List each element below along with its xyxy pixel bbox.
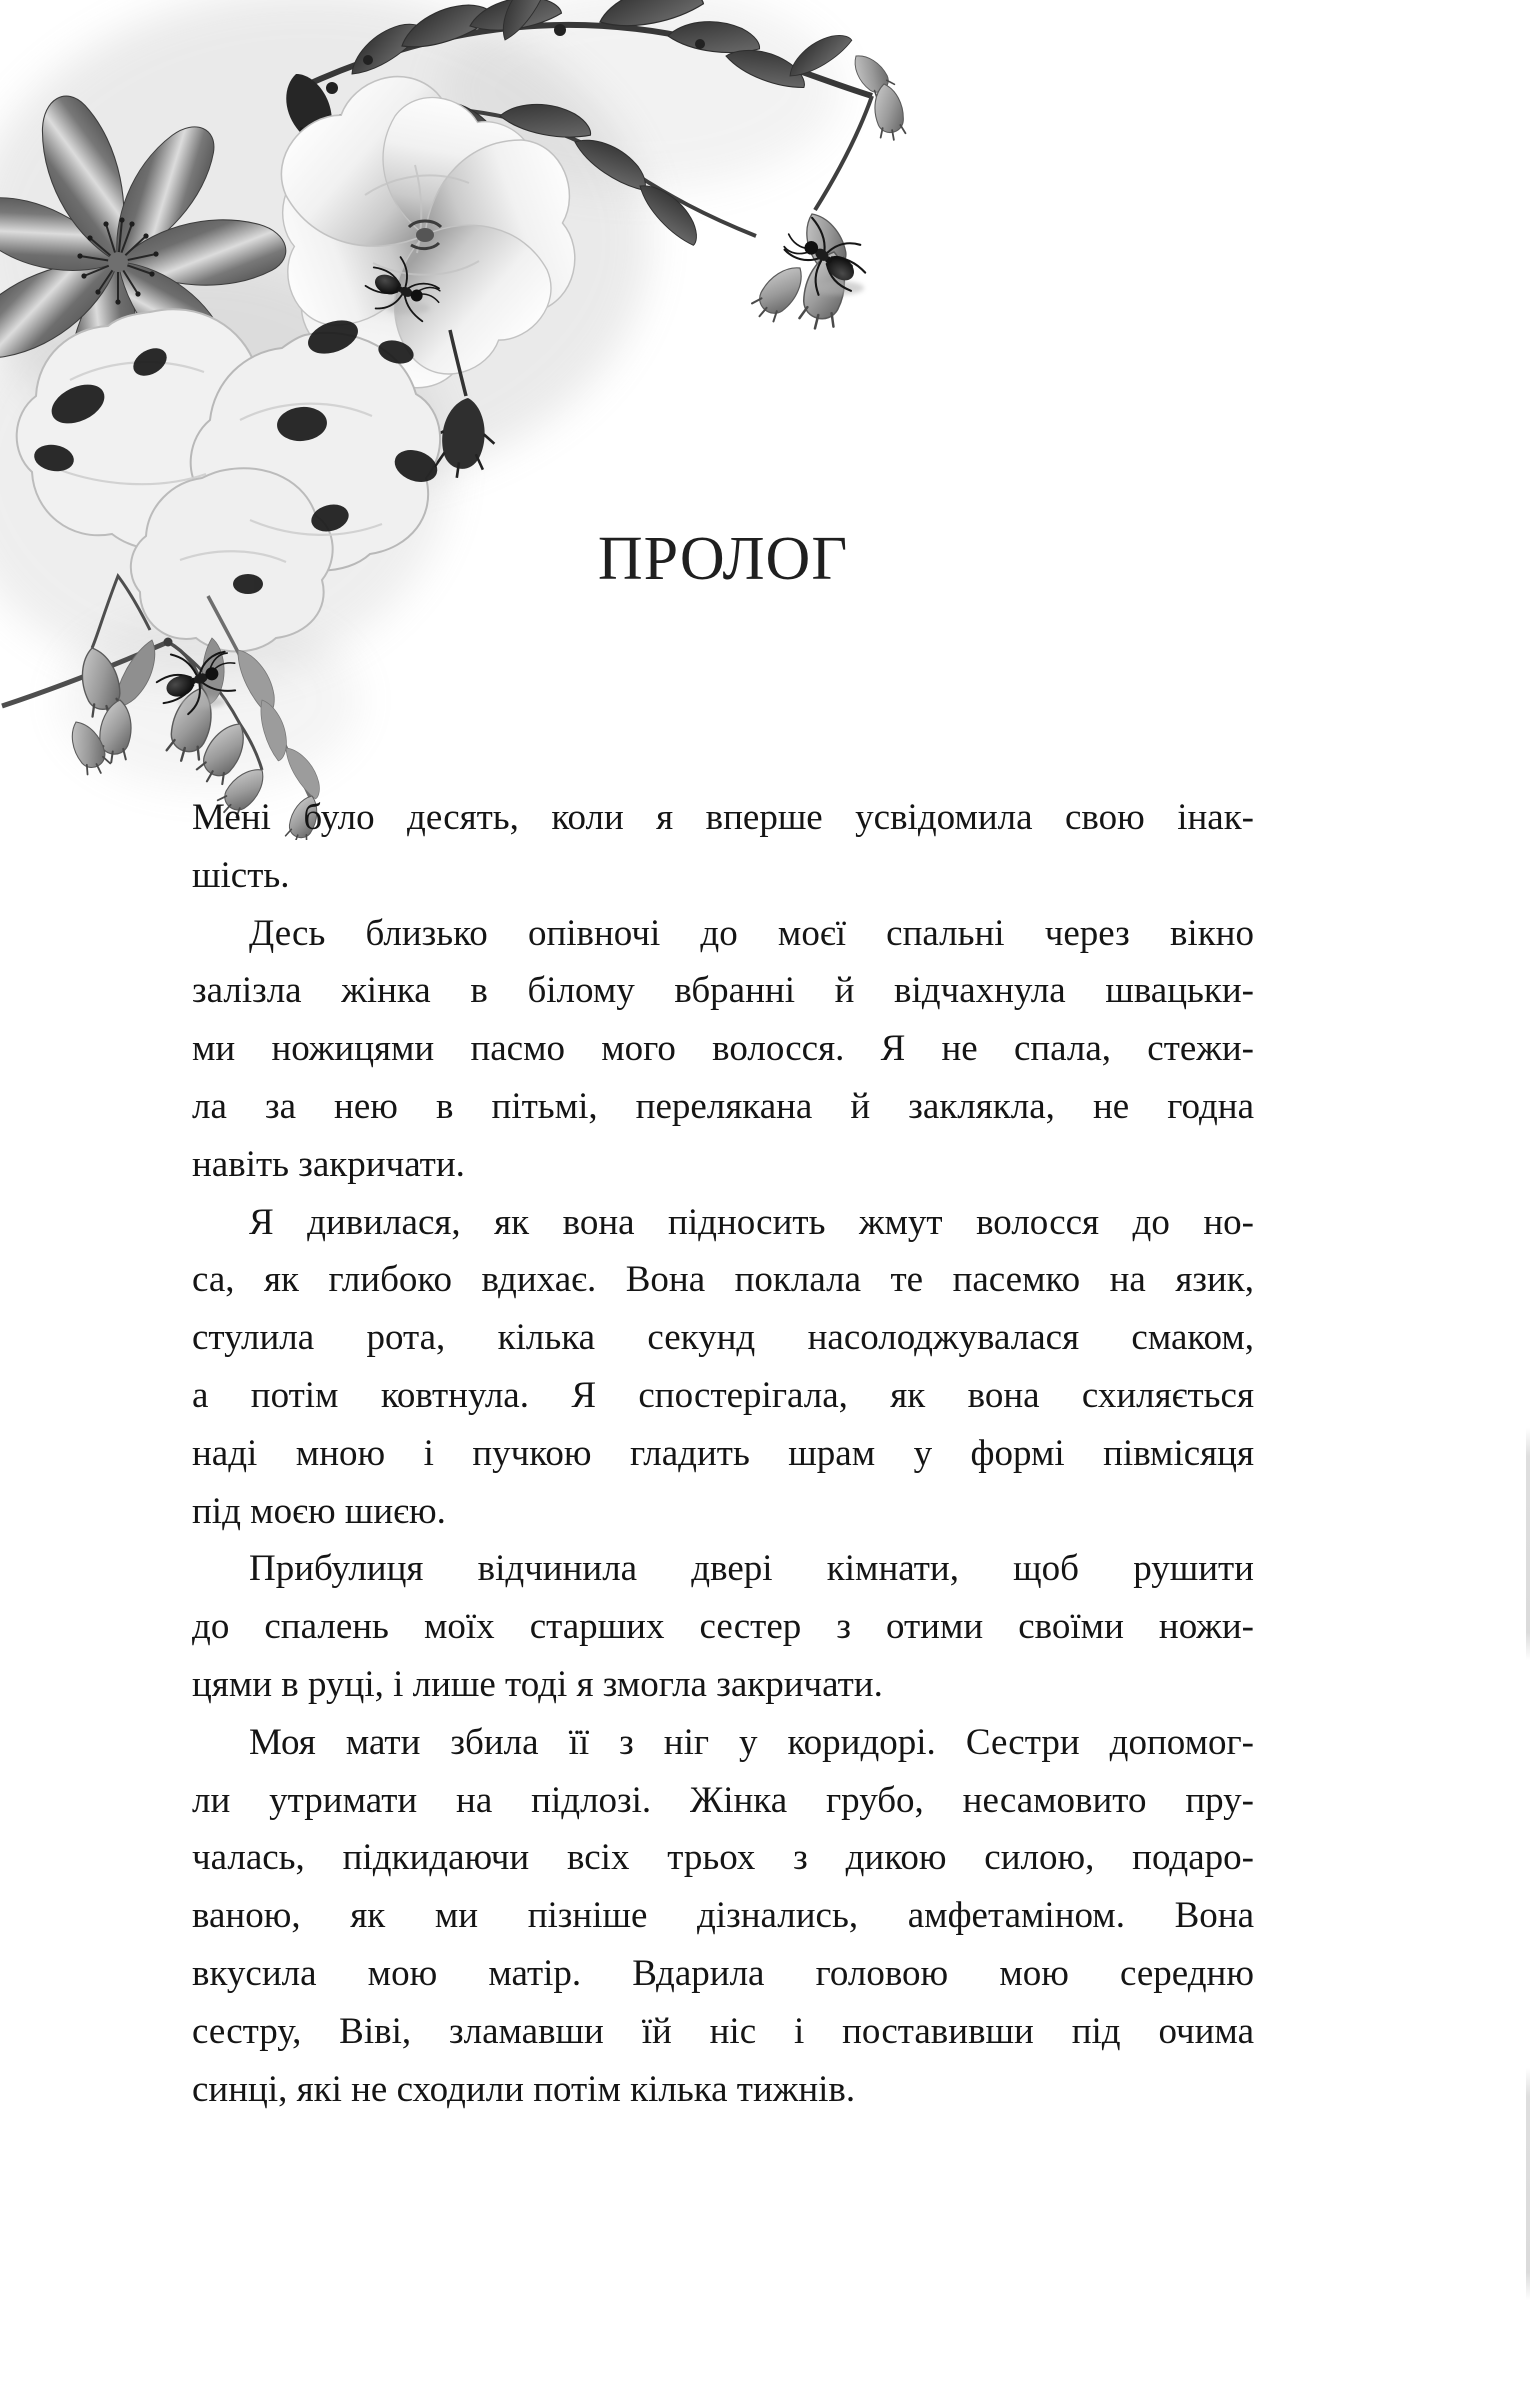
floral-illustration (0, 0, 920, 840)
page-edge-mark (1526, 1428, 1530, 1660)
text-line: ваною, як ми пізніше дізнались, амфетаміном. Вона (192, 1895, 1254, 1937)
text-line: стулила рота, кілька секунд насолоджувалася смаком, (192, 1317, 1254, 1359)
text-line: Мені було десять, коли я вперше усвідомила свою інак- (192, 797, 1254, 838)
paragraph (192, 1194, 1254, 1541)
text-line: вкусила мою матір. Вдарила головою мою середню (192, 1952, 1254, 1994)
paragraph (192, 905, 1254, 1194)
paragraph (192, 789, 1254, 905)
text-line: Прибулиця відчинила двері кімнати, щоб рушити (249, 1548, 1254, 1590)
text-line: Моя мати збила її з ніг у коридорі. Сестри допомог- (249, 1721, 1254, 1763)
body-text (192, 789, 1254, 2118)
text-line: шість. (192, 854, 290, 896)
text-line: Я дивилася, як вона підносить жмут волосся до но- (249, 1201, 1254, 1243)
text-line: чалась, підкидаючи всіх трьох з дикою силою, подаро- (192, 1837, 1254, 1879)
paragraph (192, 1540, 1254, 1713)
text-line: сестру, Віві, зламавши їй ніс і поставивши під очима (192, 2010, 1254, 2052)
text-line: цями в руці, і лише тоді я змогла закричати. (192, 1663, 883, 1705)
text-line: під моєю шиєю. (192, 1490, 446, 1532)
chapter-title: ПРОЛОГ (597, 525, 849, 593)
paragraph (192, 1714, 1254, 2119)
text-line: Десь близько опівночі до моєї спальні через вікно (249, 912, 1254, 954)
text-line: синці, які не сходили потім кілька тижнів. (192, 2068, 856, 2110)
page-edge-mark (1526, 2068, 1530, 2300)
text-line: ли утримати на підлозі. Жінка грубо, несамовито пру- (192, 1779, 1254, 1821)
text-line: навіть закричати. (192, 1143, 465, 1185)
text-line: до спалень моїх старших сестер з отими своїми ножи- (192, 1606, 1254, 1648)
text-line: ла за нею в пітьмі, перелякана й заклякла, не годна (192, 1085, 1254, 1127)
text-line: залізла жінка в білому вбранні й відчахнула швацьки- (192, 970, 1254, 1012)
text-line: са, як глибоко вдихає. Вона поклала те пасемко на язик, (192, 1259, 1254, 1301)
text-line: ми ножицями пасмо мого волосся. Я не спала, стежи- (192, 1028, 1254, 1070)
text-line: наді мною і пучкою гладить шрам у формі півмісяця (192, 1432, 1254, 1474)
text-line: а потім ковтнула. Я спостерігала, як вона схиляється (192, 1374, 1254, 1416)
